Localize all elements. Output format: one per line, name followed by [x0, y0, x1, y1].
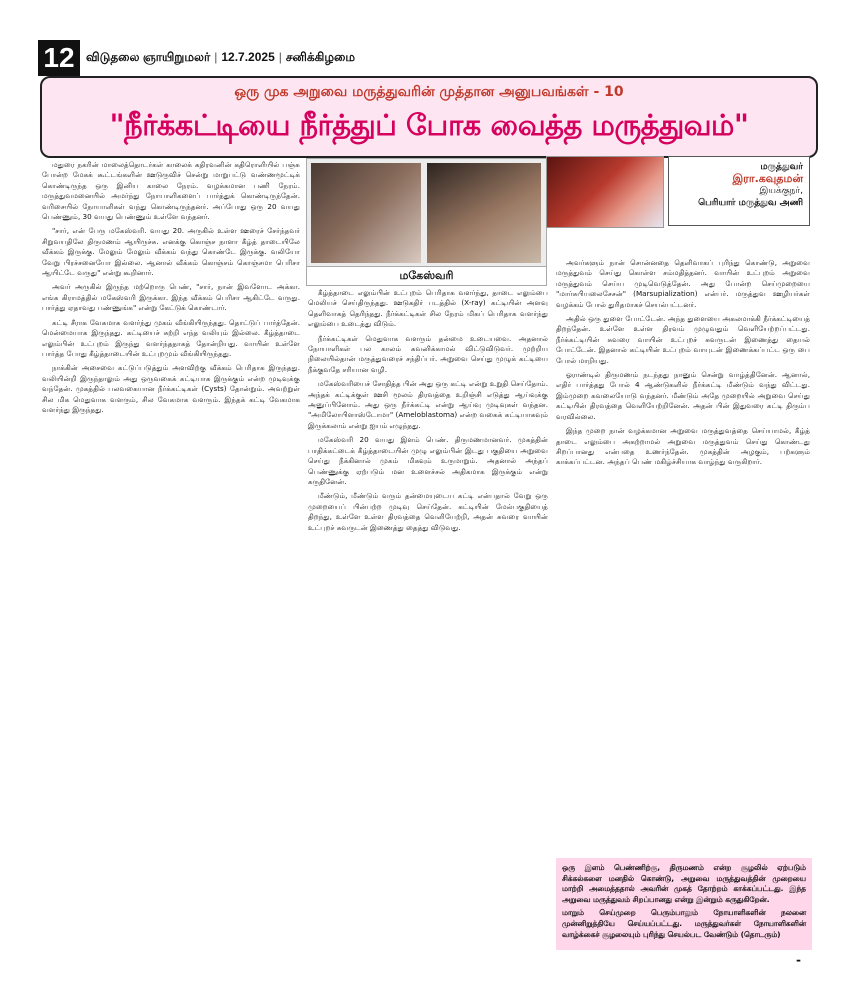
paragraph: மீண்டும், மீண்டும் வரும் தன்மையுடைய கட்டி என்பதால் வேறு ஒரு முறையைப் பின்பற்ற முடிவு செய்தேன். கட்டியின் மேல்பகுதியைத் திறந்து, உள்ளே உள்ள திரவத்தை வெளியேற்றி, அதன் சுவரை வாயின் உட்புறச் சுவருடன் இணைத்து தைத்து விடுவது.: [308, 491, 548, 532]
paragraph: நீர்க்கட்டிகள் மெதுவாக வளரும் தன்மை உடையவை. அதனால் நோயாளிகள் பல காலம் கவனிக்காமல் விட்டுவிடுவர். முற்றிய நிலையில்தான் மருத்துவரைச் சந்திப்பர். அறுவை செய்து முழுக் கட்டியை நீக்குவதே சரியான வழி.: [308, 333, 548, 374]
page-title: "நீர்க்கட்டியை நீர்த்துப் போக வைத்த மருத்துவம்": [109, 108, 749, 142]
highlight-box: [556, 858, 812, 950]
end-marker: -: [796, 953, 801, 967]
series-title: ஒரு முக அறுவை மருத்துவரின் முத்தான அனுபவங்கள் - 10: [234, 84, 624, 100]
paper-name: விடுதலை ஞாயிறுமலர்: [86, 50, 211, 64]
author-role: மருத்துவர்: [760, 162, 803, 172]
photo-caption: மகேஸ்வரி: [306, 266, 547, 286]
highlight-paragraph: மாறும் செய்முறை பெரும்பாலும் நோயாளிகளின் நலனை முன்னிறுத்தியே செய்யப்பட்டது. மருத்துவர்கள் நோயாளிகளின் வாழ்க்கைச் சூழலையும் புரிந்து செயல்பட வேண்டும் (தொடரும்): [562, 908, 806, 939]
issue-day: சனிக்கிழமை: [285, 50, 356, 64]
headline-banner: [40, 76, 818, 158]
article-column-2: [308, 288, 548, 958]
paragraph: ஓராண்டில் திருமணம் நடந்தது நானும் சென்று வாழ்த்தினேன். ஆனால், எதிர் பார்த்தது போல் 4 ஆண்டுகளில் நீர்க்கட்டி மீண்டும் வந்து விட்டது. இம்முறை கவலையோடு வந்தனர். மீண்டும் அதே முறையில் அறுவை செய்து கட்டியின் திரவத்தை வெளியேற்றினேன். அதன் பின் இதுவரை கட்டி திரும்ப வரவில்லை.: [556, 370, 810, 421]
page-number: 12: [38, 40, 80, 76]
highlight-paragraph: ஒரு இளம் பெண்ணிற்கு, திருமணம் என்ற சூழலில் ஏற்படும் சிக்கல்களை மனதில் கொண்டு, அறுவை மருத்துவத்தின் முறையை மாற்றி அமைத்ததால் அவரின் முகத் தோற்றம் காக்கப்பட்டது. இந்த அறுவை மருத்துவம் சிறப்பானது என்று இன்றும் கருதுகிறேன்.: [562, 863, 806, 904]
paragraph: அவர்களும் நான் சொன்னதை தெளிவாகப் புரிந்து கொண்டு, அறுவை மருத்துவம் செய்து கொள்ள சம்மதித்தனர். வாயின் உட்புறம் அறுவை மருத்துவம் செய்ய முடிவெடுத்தேன். அது போன்ற செய்முறையை "மார்சுபியலைசேசன்" (Marsupialization) என்பர். மருத்துவ ஊழியர்கள் வழக்கம் போல் துரிதமாகச் செயல்பட்டனர்.: [556, 258, 810, 309]
paragraph: கீழ்த்தாடை எலும்பின் உட்புறம் பெரிதாக வளர்ந்து, தாடை எலும்பை மெலியச் செய்திருந்தது. ஊடுகதிர் படத்தில் (X-ray) கட்டியின் அளவு தெளிவாகத் தெரிந்தது. நீர்க்கட்டிகள் சில நேரம் மிகப் பெரிதாக வளர்ந்து எலும்பை உடைத்து விடும்.: [308, 288, 548, 329]
issue-date: 12.7.2025: [221, 50, 275, 64]
patient-photo-after: [427, 163, 541, 263]
paragraph: மதுரை நகரின் மாலைத்தொடர்கள் காலைக் கதிரவனின் கதிரொளியில் பஞ்சு போன்ற மேகக் கூட்டங்களின் ஊடுருவிச் சென்று மாறுபட்டு வண்ணமூட்டிக் கொண்டிருந்த ஒரு இனிய காலை நேரம். வழக்கமான பணி நேரம். மருத்துவமனையில் அமர்ந்து நோயாளிகளைப் பார்த்துக் கொண்டிருந்தேன். வரிசையில் நோயாளிகள் வந்து கொண்டிருந்தனர். அப்போது ஒரு 20 வயது பெண்ணும், 30 வயது பெண்ணும் உள்ளே வந்தனர்.: [42, 160, 300, 222]
paragraph: மகேஸ்வரியைச் சோதித்த பின் அது ஒரு கட்டி என்று உறுதி செய்தோம். அந்தக் கட்டிக்குள் ஊசி மூலம் திரவத்தை உறிஞ்சி எடுத்து ஆய்வுக்கு அனுப்பினோம். அது ஒரு நீர்க்கட்டி என்று ஆய்வு முடிவுகள் வந்தன. "அமிலோபிளாஸ்டோமா" (Ameloblastoma) என்ற வகைக் கட்டியாகவும் இருக்கலாம் என்று ஐயம் எழுந்தது.: [308, 379, 548, 430]
paragraph: மகேஸ்வரி 20 வயது இளம் பெண். திருமணமானவர். முகத்தின் பாதிக்கட்டைக் கீழ்த்தாடையின் முழு எலும்பின் இடது பகுதியை அறுவை செய்து நீக்கினால் முகம் மிகவும் உருமாறும். அதனால் அந்தப் பெண்ணுக்கு ஏற்படும் மன உளைச்சல் அதிகமாக இருக்கும் என்று கருதினேன்.: [308, 435, 548, 486]
article-column-3: [556, 258, 810, 718]
paragraph: இந்த முறை நான் வழக்கமான அறுவை மருத்துவத்தை செய்யாமல், கீழ்த் தாடை எலும்பை அகற்றாமல் அறுவை மருத்துவம் செய்து கொண்டது சிறப்பானது என்பதை உணர்ந்தேன். முகத்தின் அழகும், பற்களும் காக்கப்பட்டன. அந்தப் பெண் மகிழ்ச்சியாக வாழ்ந்து வருகிறார்.: [556, 426, 810, 467]
author-dept: பெரியார் மருத்துவ அணி: [698, 198, 803, 208]
surgery-photo: [546, 156, 664, 228]
paragraph: அதில் ஒரு துளை போட்டேன். அந்த துளையை அகலமாக்கி நீர்க்கட்டியைத் திறந்தேன். உள்ளே உள்ள திரவம் முழுவதும் வெளியேற்றப்பட்டது. நீர்க்கட்டியின் சுவரை வாயின் உட்புறச் சுவருடன் இணைத்து தையல் போட்டேன். இதனால் கட்டியின் உட்புறம் வாயுடன் இணைக்கப்பட்ட ஒரு பை போல் மாறியது.: [556, 314, 810, 365]
paragraph: "சார், என் பேரு மகேஸ்வரி. வயது 20. அருகில் உள்ள ஊரைச் சேர்ந்தவர் சிறுவயதிலே திருமணம் ஆயிருச்சு. எனக்கு கொஞ்ச நாளா கீழ்த் தாடையிலே வீக்கம் இருக்கு. மேலும் மேலும் வீக்கம் வந்து கொண்டே இருக்கு. வலியோ வேறு பிரச்சனையோ இல்லை. ஆனால் வீக்கம் கொஞ்சம் கொஞ்சமா பெரிசா ஆயிட்டே வருது" என்று கூறினார்.: [42, 226, 300, 278]
author-box: [668, 156, 810, 226]
paragraph: நாக்கின் அசைவை கட்டுப்படுத்தும் அளவிற்கு வீக்கம் பெரிதாக இருந்தது. வலியின்றி இருந்தாலும் அது ஒருவகைக் கட்டியாக இருக்கும் என்ற முடிவுக்கு வந்தேன். முகத்தில் பலவகையான நீர்க்கட்டிகள் (Cysts) தோன்றும். அவற்றுள் சில மிக மெதுவாக வளரும், சில வேகமாக வளரும். இந்தக் கட்டி வேகமாக வளர்ந்து இருந்தது.: [42, 363, 300, 414]
masthead: விடுதலை ஞாயிறுமலர் | 12.7.2025 | சனிக்கிழமை: [86, 50, 356, 64]
patient-photos: [306, 158, 547, 268]
paragraph: அவர் அருகில் இருந்த மற்றொரு பெண், "சார், நான் இவளோட அக்கா. எங்க கிராமத்தில் மகேஸ்வரி இருக்கா. இந்த வீக்கம் பெரிசா ஆகிட்டே வருது. பார்த்து ஏதாவது பண்ணுங்க" என்று கேட்டுக் கொண்டார்.: [42, 282, 300, 313]
article-column-1: [42, 160, 300, 950]
author-name: இரா.கவுதமன்: [732, 172, 803, 185]
paragraph: கட்டி சீராக வேகமாக வளர்ந்து முகம் வீங்கியிருந்தது. தொட்டுப் பார்த்தேன். மென்மையாக இருந்தது. கட்டியைச் சுற்றி எந்த வலியும் இல்லை. கீழ்த்தாடை எலும்பின் உட்புறம் இருந்து வளர்ந்ததாகத் தோன்றியது. வாயின் உள்ளே பார்த்த போது கீழ்த்தாடையின் உட்புறமும் வீங்கியிருந்தது.: [42, 317, 300, 358]
patient-photo-before: [311, 163, 421, 263]
author-title: இயக்குநர்,: [759, 186, 803, 196]
